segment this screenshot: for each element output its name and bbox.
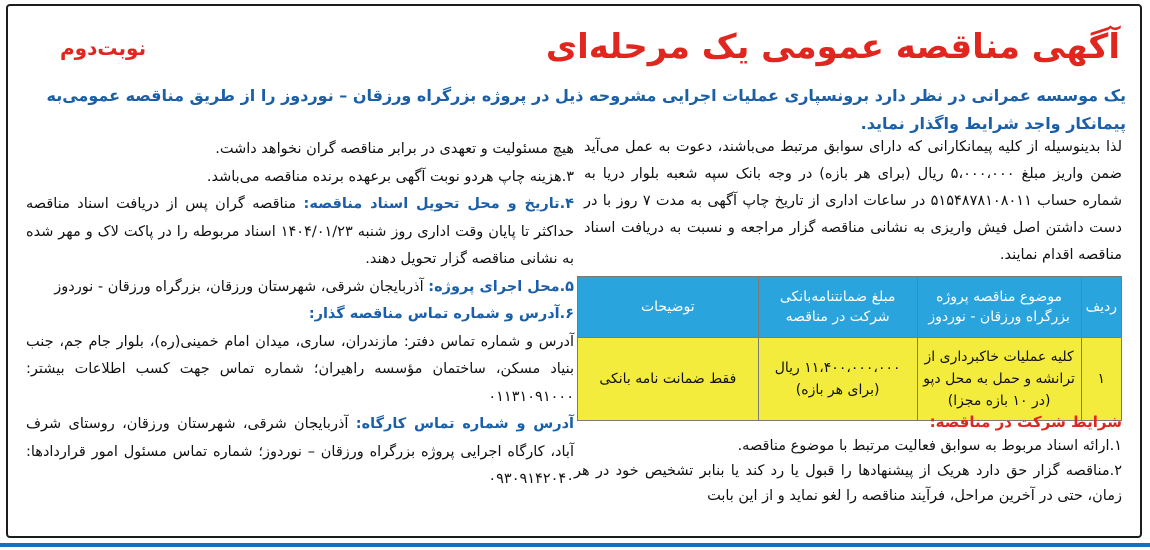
header-subject: موضوع مناقصه پروژه بزرگراه ورزقان - نوردوز bbox=[917, 277, 1081, 338]
item4-label: ۴.تاریخ و محل تحویل اسناد مناقصه: bbox=[303, 196, 574, 212]
item5-text: آذربایجان شرقی، شهرستان ورزقان، بزرگراه ورزقان - نوردوز bbox=[54, 278, 429, 295]
cell-guarantee: ۱۱،۴۰۰،۰۰۰،۰۰۰ ریال (برای هر بازه) bbox=[758, 338, 917, 421]
condition-2-continuation: هیچ مسئولیت و تعهدی در برابر مناقصه گران نخواهد داشت. bbox=[215, 141, 574, 157]
conditions-title: شرایط شرکت در مناقصه: bbox=[929, 413, 1122, 431]
invitation-paragraph bbox=[584, 134, 1122, 269]
condition-item-6 bbox=[26, 301, 574, 329]
conditions-list bbox=[574, 434, 1122, 509]
condition-item-3: ۳.هزینه چاپ هردو نوبت آگهی برعهده برنده مناقصه می‌باشد. bbox=[206, 168, 574, 185]
condition-item-2: ۲.مناقصه گزار حق دارد هریک از پیشنهادها را قبول یا رد کند یا بنابر تشخیص خود در هر زمان، حتی در آخرین مراحل، فرآیند مناقصه را لغو نماید و از این بابت bbox=[574, 463, 1122, 504]
header-row-number: ردیف bbox=[1081, 277, 1121, 338]
workshop-address bbox=[26, 411, 574, 494]
table-header-row bbox=[578, 277, 1122, 338]
tender-table bbox=[577, 276, 1122, 421]
item4-text: مناقصه گران پس از دریافت اسناد مناقصه حداکثر تا پایان وقت اداری روز شنبه ۱۴۰۴/۰۱/۲۳ اسناد مربوطه را در پاکت لاک و مهر شده به نشانی مناقصه گزار تحویل دهند. bbox=[26, 196, 574, 267]
item6-label: ۶.آدرس و شماره تماس مناقصه گذار: bbox=[308, 306, 574, 322]
header-notes: توضیحات bbox=[578, 277, 759, 338]
workshop-text: آذربایجان شرقی، شهرستان ورزقان، روستای شرف آباد، کارگاه اجرایی پروژه بزرگراه ورزقان – نوردوز؛ شماره تماس مسئول امور قراردادها: ۰۹۳۰۹۱۴۲۰۴۰ bbox=[26, 416, 574, 487]
intro-text: یک موسسه عمرانی در نظر دارد برونسپاری عملیات اجرایی مشروحه ذیل در پروژه بزرگراه ورزقان – نوردوز را از طریق مناقصه عمومی‌به پیمانکار واجد شرایط واگذار نماید. bbox=[46, 86, 1126, 133]
bottom-rule bbox=[0, 543, 1150, 547]
table-row bbox=[578, 338, 1122, 421]
cell-subject: کلیه عملیات خاکبرداری از ترانشه و حمل به محل دپو (در ۱۰ بازه مجزا) bbox=[917, 338, 1081, 421]
notice-title: آگهی مناقصه عمومی یک مرحله‌ای bbox=[545, 27, 1120, 67]
publication-badge: نوبت‌دوم bbox=[60, 36, 147, 60]
condition-item-1: ۱.ارائه اسناد مربوط به سوابق فعالیت مرتبط با موضوع مناقصه. bbox=[737, 438, 1122, 454]
cell-notes: فقط ضمانت نامه بانکی bbox=[578, 338, 759, 421]
condition-item-4 bbox=[26, 191, 574, 274]
cell-row-number: ۱ bbox=[1081, 338, 1121, 421]
item5-label: ۵.محل اجرای پروژه: bbox=[428, 278, 574, 295]
workshop-label: آدرس و شماره تماس کارگاه: bbox=[355, 416, 574, 432]
office-address: آدرس و شماره تماس دفتر: مازندران، ساری، میدان امام خمینی(ره)، بلوار جام جم، جنب بنیاد مسکن، ساختمان مؤسسه راهیران؛ شماره تماس جهت کسب اطلاعات بیشتر: ۰۱۱۳۱۰۹۱۰۰۰ bbox=[26, 333, 574, 405]
header-guarantee: مبلغ ضمانتنامه‌بانکی شرکت در مناقصه bbox=[758, 277, 917, 338]
conditions-continued bbox=[26, 136, 574, 494]
condition-item-5 bbox=[26, 274, 574, 302]
invitation-text: لذا بدینوسیله از کلیه پیمانکارانی که دارای سوابق مرتبط می‌باشند، دعوت به عمل می‌آید ضمن واریز مبلغ ۵،۰۰۰،۰۰۰ ریال (برای هر بازه) در وجه بانک سپه شعبه بلوار دریا به شماره حساب ۵۱۵۴۸۷۸۱۰۸۰۱۱ در ساعات اداری از تاریخ چاپ آگهی به مدت ۷ روز با در دست داشتن اصل فیش واریزی به نشانی مناقصه گزار مراجعه و نسبت به دریافت اسناد مناقصه اقدام نمایند. bbox=[584, 139, 1122, 263]
